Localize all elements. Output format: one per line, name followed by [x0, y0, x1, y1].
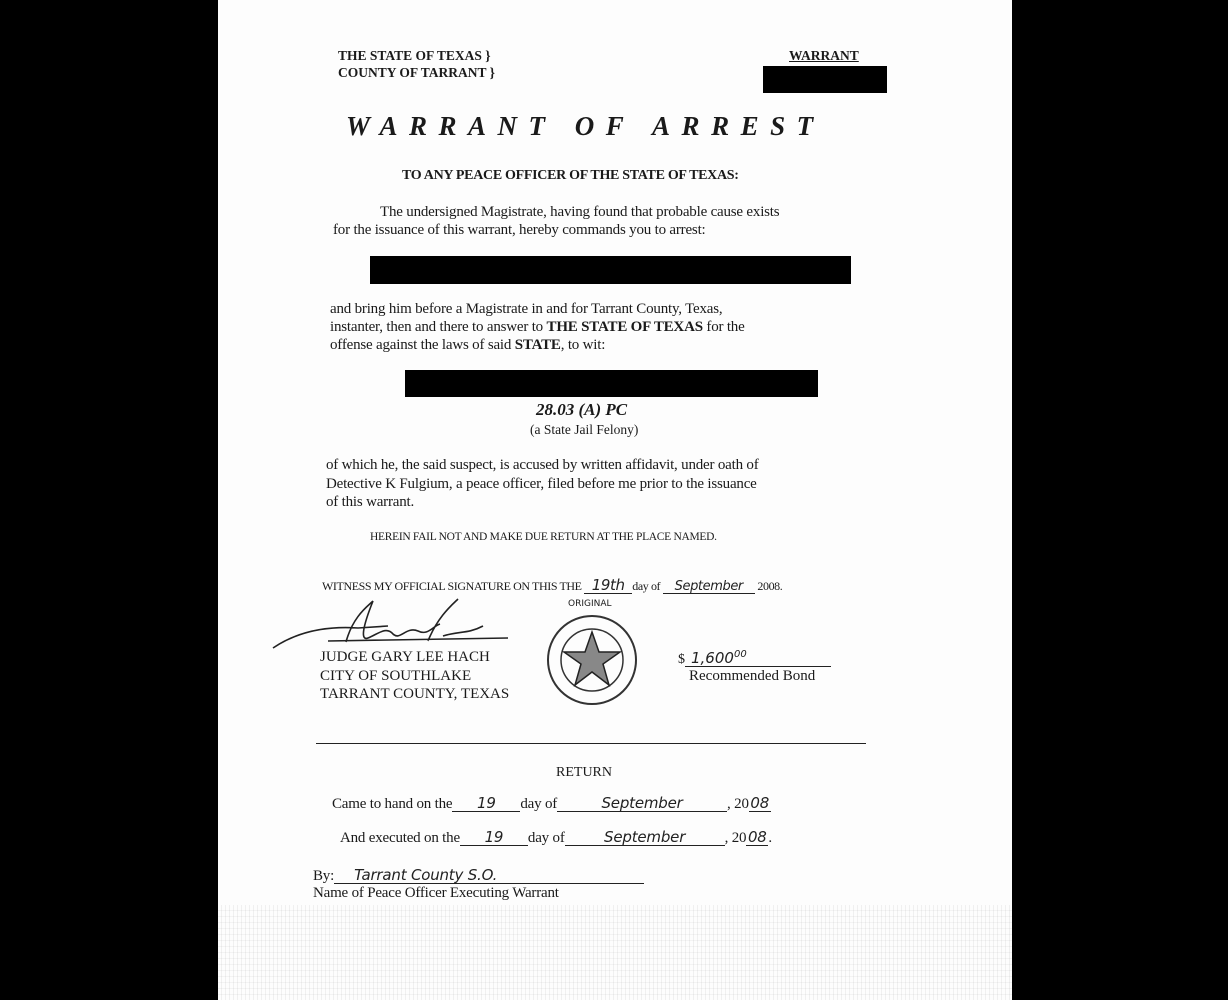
- came-day: 19: [452, 796, 520, 812]
- redacted-offense: [405, 370, 818, 397]
- intro-line-2: for the issuance of this warrant, hereby commands you to arrest:: [333, 222, 706, 238]
- by-label: By:: [313, 868, 335, 884]
- herein-notice: HEREIN FAIL NOT AND MAKE DUE RETURN AT THE PLACE NAMED.: [370, 531, 717, 543]
- exec-year-prefix: , 20: [724, 830, 747, 846]
- exec-prefix: And executed on the: [340, 830, 460, 846]
- seal-original-label: ORIGINAL: [568, 599, 612, 609]
- warrant-number-label: WARRANT: [789, 48, 859, 63]
- county-heading: COUNTY OF TARRANT }: [338, 65, 495, 80]
- judge-name: JUDGE GARY LEE HACH: [320, 649, 490, 665]
- witness-day: 19th: [584, 578, 632, 594]
- affidavit-line-1: of which he, the said suspect, is accused by written affidavit, under oath of: [326, 457, 759, 473]
- command-text: offense against the laws of said: [330, 337, 515, 353]
- came-year-prefix: , 20: [727, 796, 749, 812]
- witness-year: 2008.: [757, 579, 783, 593]
- came-day-of: day of: [520, 796, 558, 812]
- by-line: [313, 868, 644, 884]
- redacted-warrant-number: [763, 66, 887, 93]
- exec-day: 19: [460, 830, 528, 846]
- judge-county: TARRANT COUNTY, TEXAS: [320, 686, 510, 702]
- command-text: for the: [702, 319, 745, 335]
- bond-amount-value: 1,600: [691, 649, 734, 667]
- witness-line: [322, 578, 782, 594]
- command-line-1: and bring him before a Magistrate in and for Tarrant County, Texas,: [330, 301, 723, 317]
- command-line-3: [330, 338, 605, 353]
- bond-label: Recommended Bond: [689, 668, 816, 684]
- document-title: WARRANT OF ARREST: [346, 111, 825, 141]
- exec-end: .: [768, 830, 772, 846]
- command-line-2: [330, 320, 745, 335]
- state-of-texas: THE STATE OF TEXAS: [546, 319, 703, 335]
- intro-line-1: The undersigned Magistrate, having found that probable cause exists: [380, 204, 780, 220]
- affidavit-line-3: of this warrant.: [326, 494, 415, 510]
- warrant-document: [218, 0, 1012, 1000]
- scan-noise: [218, 905, 1012, 1000]
- exec-year: 08: [747, 828, 767, 846]
- bond-amount: [678, 650, 831, 667]
- witness-day-of: day of: [632, 579, 661, 593]
- state-heading: THE STATE OF TEXAS }: [338, 48, 491, 63]
- exec-month: September: [565, 830, 725, 846]
- judge-city: CITY OF SOUTHLAKE: [320, 668, 472, 684]
- offense-code: 28.03 (A) PC: [536, 400, 628, 419]
- address-line: TO ANY PEACE OFFICER OF THE STATE OF TEXAS:: [402, 168, 739, 183]
- court-seal: [546, 614, 638, 706]
- exec-day-of: day of: [527, 830, 565, 846]
- bond-cents: 00: [733, 649, 747, 660]
- command-text: instanter, then and there to answer to: [330, 319, 547, 335]
- bond-currency: $: [678, 652, 685, 667]
- officer-label: Name of Peace Officer Executing Warrant: [313, 885, 559, 901]
- state-word: STATE: [514, 337, 561, 353]
- command-text: , to wit:: [560, 337, 606, 353]
- executed-line: [340, 830, 772, 846]
- affidavit-line-2: Detective K Fulgium, a peace officer, filed before me prior to the issuance: [326, 476, 757, 492]
- came-month: September: [557, 796, 727, 812]
- redacted-suspect-name: [370, 256, 851, 284]
- by-value: Tarrant County S.O.: [334, 868, 644, 884]
- divider: [316, 743, 866, 744]
- star-icon: [564, 632, 620, 685]
- came-to-hand-line: [332, 796, 771, 812]
- witness-month: September: [663, 580, 755, 594]
- bond-value: [685, 650, 831, 667]
- came-prefix: Came to hand on the: [332, 796, 453, 812]
- offense-class: (a State Jail Felony): [530, 422, 639, 437]
- judge-signature: [268, 596, 518, 656]
- witness-prefix: WITNESS MY OFFICIAL SIGNATURE ON THIS THE: [322, 579, 582, 593]
- came-year: 08: [750, 794, 770, 812]
- return-heading: RETURN: [556, 765, 612, 780]
